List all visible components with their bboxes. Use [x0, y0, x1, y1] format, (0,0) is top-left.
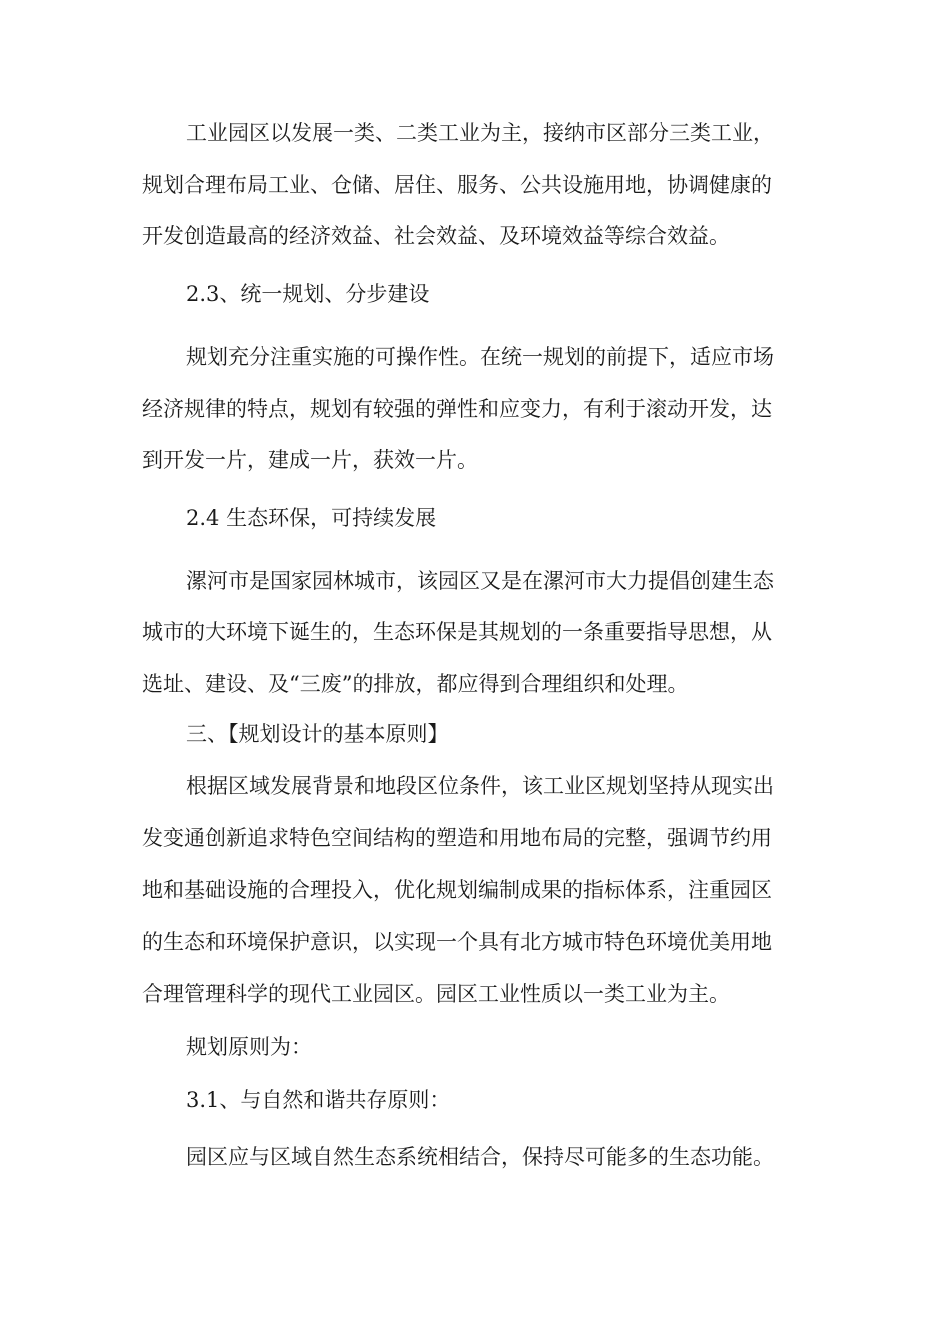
section-heading: 3.1、与自然和谐共存原则： — [186, 1088, 451, 1112]
paragraph-line: 规划原则为： — [186, 1035, 312, 1059]
paragraph-line: 地和基础设施的合理投入，优化规划编制成果的指标体系，注重园区 — [142, 878, 772, 902]
paragraph-line: 规划充分注重实施的可操作性。在统一规划的前提下，适应市场 — [186, 345, 774, 369]
paragraph-line: 工业园区以发展一类、二类工业为主，接纳市区部分三类工业， — [186, 121, 774, 145]
paragraph-line: 开发创造最高的经济效益、社会效益、及环境效益等综合效益。 — [142, 224, 730, 248]
paragraph-line: 根据区域发展背景和地段区位条件，该工业区规划坚持从现实出 — [186, 774, 774, 798]
paragraph-line: 漯河市是国家园林城市，该园区又是在漯河市大力提倡创建生态 — [186, 569, 774, 593]
paragraph-line: 选址、建设、及“三废”的排放，都应得到合理组织和处理。 — [142, 672, 689, 696]
paragraph-line: 合理管理科学的现代工业园区。园区工业性质以一类工业为主。 — [142, 982, 730, 1006]
paragraph-line: 园区应与区域自然生态系统相结合，保持尽可能多的生态功能。 — [186, 1145, 774, 1169]
section-heading: 2.4 生态环保，可持续发展 — [186, 506, 437, 530]
paragraph-line: 的生态和环境保护意识，以实现一个具有北方城市特色环境优美用地 — [142, 930, 772, 954]
section-heading: 2.3、统一规划、分步建设 — [186, 282, 430, 306]
paragraph-line: 发变通创新追求特色空间结构的塑造和用地布局的完整，强调节约用 — [142, 826, 772, 850]
paragraph-line: 到开发一片，建成一片，获效一片。 — [142, 448, 478, 472]
paragraph-line: 城市的大环境下诞生的，生态环保是其规划的一条重要指导思想，从 — [142, 620, 772, 644]
paragraph-line: 经济规律的特点，规划有较强的弹性和应变力，有利于滚动开发，达 — [142, 397, 772, 421]
paragraph-line: 规划合理布局工业、仓储、居住、服务、公共设施用地，协调健康的 — [142, 173, 772, 197]
section-heading: 三、【规划设计的基本原则】 — [186, 722, 449, 746]
